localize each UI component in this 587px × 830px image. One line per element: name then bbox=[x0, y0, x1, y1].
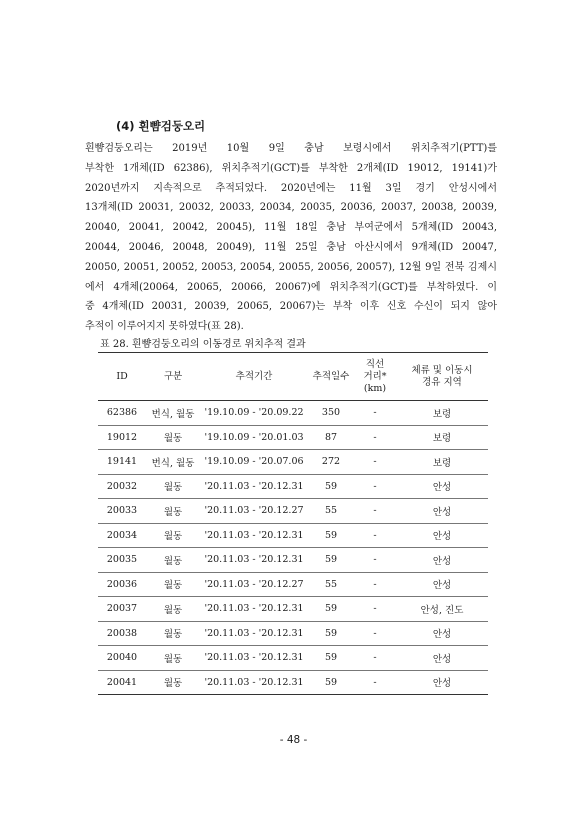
cell-distance: - bbox=[354, 670, 396, 695]
cell-region: 보령 bbox=[396, 425, 488, 450]
cell-type: 월동 bbox=[146, 597, 200, 622]
table-row bbox=[98, 572, 488, 597]
cell-id: 19012 bbox=[98, 425, 146, 450]
cell-period: '20.11.03 - '20.12.31 bbox=[200, 548, 308, 573]
header-type: 구분 bbox=[146, 353, 200, 401]
cell-distance: - bbox=[354, 597, 396, 622]
header-distance-line: 거리* bbox=[363, 370, 387, 382]
cell-days: 59 bbox=[308, 597, 354, 622]
cell-type: 번식, 월동 bbox=[146, 450, 200, 475]
table-row bbox=[98, 425, 488, 450]
paragraph-line: 에서 4개체(20064, 20065, 20066, 20067)에 위치추적기(GCT)를 부착하였다. 이 bbox=[85, 281, 497, 293]
table-row bbox=[98, 523, 488, 548]
cell-distance: - bbox=[354, 425, 396, 450]
header-distance bbox=[354, 353, 396, 401]
cell-id: 20036 bbox=[98, 572, 146, 597]
paragraph-line: 추적이 이루어지지 못하였다(표 28). bbox=[85, 321, 244, 333]
cell-distance: - bbox=[354, 646, 396, 671]
section-heading: (4) 흰뺨검둥오리 bbox=[116, 119, 206, 133]
cell-days: 59 bbox=[308, 523, 354, 548]
cell-period: '20.11.03 - '20.12.31 bbox=[200, 621, 308, 646]
table-row bbox=[98, 646, 488, 671]
cell-days: 59 bbox=[308, 548, 354, 573]
cell-id: 20037 bbox=[98, 597, 146, 622]
cell-id: 20041 bbox=[98, 670, 146, 695]
table-row bbox=[98, 548, 488, 573]
paragraph-line: 13개체(ID 20031, 20032, 20033, 20034, 20035, 20036, 20037, 20038, 20039, bbox=[85, 202, 497, 214]
cell-days: 272 bbox=[308, 450, 354, 475]
cell-type: 월동 bbox=[146, 621, 200, 646]
cell-days: 350 bbox=[308, 401, 354, 426]
cell-days: 59 bbox=[308, 670, 354, 695]
table-row bbox=[98, 670, 488, 695]
table-row bbox=[98, 499, 488, 524]
cell-days: 55 bbox=[308, 572, 354, 597]
cell-region: 안성 bbox=[396, 499, 488, 524]
cell-distance: - bbox=[354, 523, 396, 548]
cell-region: 안성 bbox=[396, 621, 488, 646]
header-distance-line: 직선 bbox=[365, 358, 385, 370]
cell-type: 월동 bbox=[146, 548, 200, 573]
cell-period: '20.11.03 - '20.12.31 bbox=[200, 523, 308, 548]
cell-period: '20.11.03 - '20.12.27 bbox=[200, 572, 308, 597]
paragraph-line: 흰뺨검둥오리는 2019년 10월 9일 충남 보령시에서 위치추적기(PTT)를 bbox=[85, 143, 497, 154]
cell-period: '20.11.03 - '20.12.31 bbox=[200, 597, 308, 622]
cell-type: 월동 bbox=[146, 646, 200, 671]
header-distance-line: (km) bbox=[363, 382, 387, 394]
header-period: 추적기간 bbox=[200, 353, 308, 401]
paragraph-line: 20050, 20051, 20052, 20053, 20054, 20055, 20056, 20057), 12월 9일 전북 김제시 bbox=[85, 261, 497, 273]
header-stay-line: 체류 및 이동시 bbox=[411, 364, 473, 376]
cell-days: 59 bbox=[308, 646, 354, 671]
header-stay-region bbox=[396, 353, 488, 401]
cell-region: 보령 bbox=[396, 450, 488, 475]
cell-period: '19.10.09 - '20.09.22 bbox=[200, 401, 308, 426]
cell-id: 19141 bbox=[98, 450, 146, 475]
cell-id: 20032 bbox=[98, 474, 146, 499]
cell-period: '20.11.03 - '20.12.31 bbox=[200, 646, 308, 671]
cell-distance: - bbox=[354, 572, 396, 597]
cell-region: 안성 bbox=[396, 646, 488, 671]
table-row bbox=[98, 450, 488, 475]
paragraph-line: 부착한 1개체(ID 62386), 위치추적기(GCT)를 부착한 2개체(ID 19012, 19141)가 bbox=[85, 162, 497, 174]
cell-type: 번식, 월동 bbox=[146, 401, 200, 426]
cell-days: 59 bbox=[308, 474, 354, 499]
cell-region: 보령 bbox=[396, 401, 488, 426]
cell-region: 안성 bbox=[396, 474, 488, 499]
table-row bbox=[98, 474, 488, 499]
cell-type: 월동 bbox=[146, 474, 200, 499]
cell-period: '20.11.03 - '20.12.31 bbox=[200, 474, 308, 499]
cell-type: 월동 bbox=[146, 523, 200, 548]
tracking-results-table bbox=[98, 352, 488, 695]
header-days: 추적일수 bbox=[308, 353, 354, 401]
cell-region: 안성 bbox=[396, 572, 488, 597]
paragraph-line: 20044, 20046, 20048, 20049), 11월 25일 충남 아산시에서 9개체(ID 20047, bbox=[85, 241, 497, 253]
paragraph-line: 중 4개체(ID 20031, 20039, 20065, 20067)는 부착 이후 신호 수신이 되지 않아 bbox=[85, 301, 497, 313]
cell-days: 55 bbox=[308, 499, 354, 524]
cell-id: 20035 bbox=[98, 548, 146, 573]
header-id: ID bbox=[98, 353, 146, 401]
body-paragraph bbox=[85, 139, 497, 337]
cell-distance: - bbox=[354, 621, 396, 646]
cell-distance: - bbox=[354, 401, 396, 426]
table-row bbox=[98, 597, 488, 622]
cell-period: '19.10.09 - '20.01.03 bbox=[200, 425, 308, 450]
cell-period: '19.10.09 - '20.07.06 bbox=[200, 450, 308, 475]
cell-region: 안성 bbox=[396, 548, 488, 573]
table-caption: 표 28. 흰뺨검둥오리의 이동경로 위치추적 결과 bbox=[100, 339, 306, 350]
cell-region: 안성 bbox=[396, 670, 488, 695]
cell-id: 20038 bbox=[98, 621, 146, 646]
cell-region: 안성, 진도 bbox=[396, 597, 488, 622]
paragraph-line: 2020년까지 지속적으로 추적되었다. 2020년에는 11월 3일 경기 안성시에서 bbox=[85, 182, 497, 194]
cell-days: 59 bbox=[308, 621, 354, 646]
cell-id: 62386 bbox=[98, 401, 146, 426]
cell-distance: - bbox=[354, 499, 396, 524]
header-stay-line: 경유 지역 bbox=[422, 376, 462, 388]
cell-distance: - bbox=[354, 474, 396, 499]
cell-type: 월동 bbox=[146, 670, 200, 695]
cell-distance: - bbox=[354, 450, 396, 475]
page-number: - 48 - bbox=[279, 734, 308, 746]
table-header-row bbox=[98, 353, 488, 401]
cell-id: 20033 bbox=[98, 499, 146, 524]
cell-type: 월동 bbox=[146, 572, 200, 597]
cell-period: '20.11.03 - '20.12.27 bbox=[200, 499, 308, 524]
cell-id: 20040 bbox=[98, 646, 146, 671]
table-row bbox=[98, 621, 488, 646]
cell-type: 월동 bbox=[146, 499, 200, 524]
cell-region: 안성 bbox=[396, 523, 488, 548]
cell-distance: - bbox=[354, 548, 396, 573]
cell-type: 월동 bbox=[146, 425, 200, 450]
cell-id: 20034 bbox=[98, 523, 146, 548]
paragraph-line: 20040, 20041, 20042, 20045), 11월 18일 충남 부여군에서 5개체(ID 20043, bbox=[85, 222, 497, 234]
cell-period: '20.11.03 - '20.12.31 bbox=[200, 670, 308, 695]
table-row bbox=[98, 401, 488, 426]
cell-days: 87 bbox=[308, 425, 354, 450]
